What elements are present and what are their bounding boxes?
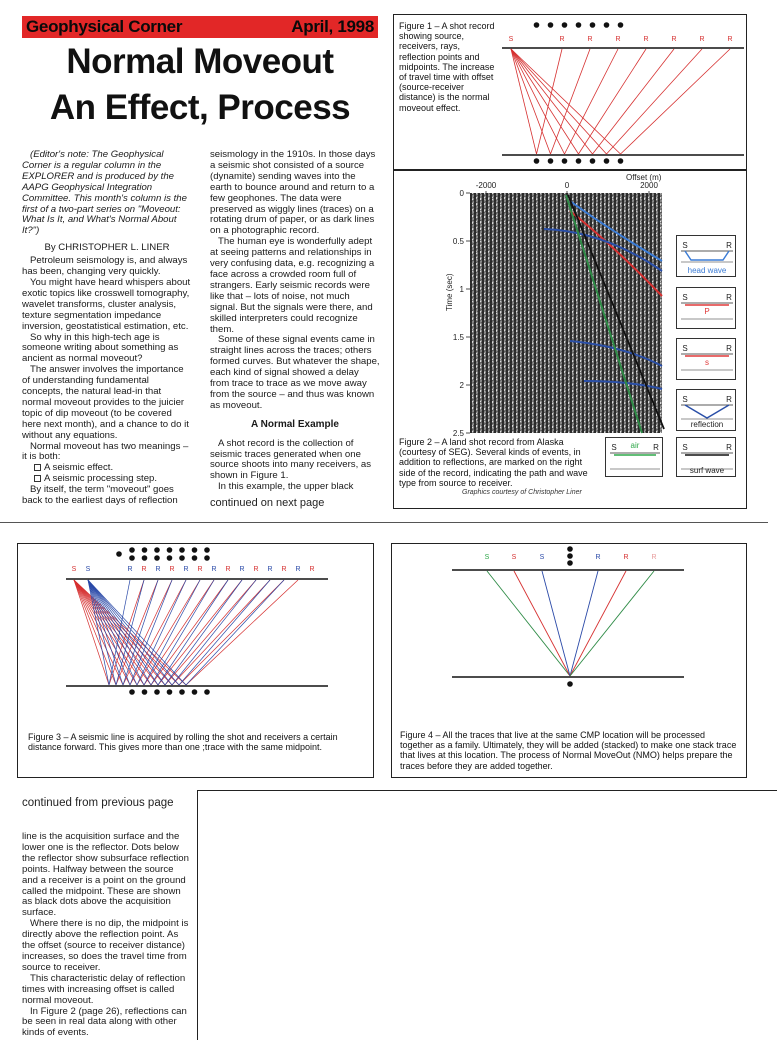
receiver-label: R [727, 36, 733, 43]
legend-ray [685, 405, 729, 418]
ray-down [511, 49, 607, 154]
ray-up [172, 580, 270, 685]
ray-up [565, 49, 619, 154]
reflection-point [204, 689, 210, 695]
receiver-label: R [169, 566, 175, 573]
legend-s [676, 338, 736, 380]
midpoint-dot [154, 555, 160, 561]
receiver-label: R [309, 566, 315, 573]
ray-up [579, 49, 647, 154]
midpoint-dot [567, 560, 573, 566]
figure-3-diagram [18, 544, 375, 724]
subheading: A Normal Example [251, 418, 339, 430]
paragraph: The human eye is wonderfully adept at seeing patterns and relationships in very confusing data, e.g. recognizing a face across a crowded room full of strangers. Early seismic records were like that – lots of noise, not much signal. But the signals were there, and skilled interpreters could recognize them. [210, 236, 375, 335]
midpoint-dot [604, 22, 610, 28]
reflection-point [567, 681, 573, 687]
ray-down [511, 49, 593, 154]
continued-next-link[interactable]: continued on next page [210, 497, 325, 509]
ray-down [511, 49, 565, 154]
y-tick-label: 0.5 [452, 237, 464, 246]
receiver-label: R [595, 554, 601, 561]
reflection-point [142, 689, 148, 695]
midpoint-dot [204, 547, 210, 553]
paragraph: seismology in the 1910s. In those days a seismic shot consisted of a source (dynamite) sending waves into the earth to bounce around and return to a few geophones. The data were preserved as wiggly lines (traces) on a rotating drum of paper, or as dark lines on a photographic record. [210, 149, 376, 237]
receiver-label: R [253, 566, 259, 573]
source-label: S [484, 554, 490, 561]
checkbox-icon [34, 464, 41, 471]
y-tick-label: 1 [459, 285, 464, 294]
receiver-label: R [267, 566, 273, 573]
paragraph: By itself, the term "moveout" goes back to the earliest days of reflection [22, 484, 178, 507]
receiver-label: R [643, 36, 649, 43]
paragraph: line is the acquisition surface and the lower one is the reflector. Dots below the reflector show subsurface reflection points. Halfway between the source and a receiver is a point on the ground called the midpoint. These are shown as black dots above the acquisition surface. [22, 831, 189, 919]
ray-down [514, 571, 570, 676]
legend-label: s [705, 358, 709, 367]
y-tick-label: 2.5 [452, 429, 464, 438]
reflection-point [618, 158, 624, 164]
midpoint-dot [618, 22, 624, 28]
receiver-label: R [559, 36, 565, 43]
reflection-point [604, 158, 610, 164]
legend-receiver-label: R [726, 293, 732, 302]
reflection-point [590, 158, 596, 164]
legend-reflection [676, 389, 736, 431]
legend-label: surf wave [689, 466, 725, 475]
ray-down [511, 49, 621, 154]
legend-source-label: S [682, 241, 688, 250]
checkbox-icon [34, 475, 41, 482]
y-tick-label: 1.5 [452, 333, 464, 342]
legend-receiver-label: R [726, 241, 732, 250]
legend-source-label: S [682, 395, 688, 404]
receiver-label: R [197, 566, 203, 573]
ray-up [179, 580, 284, 685]
source-label: S [539, 554, 545, 561]
ray-down [88, 580, 186, 685]
legend-P [676, 287, 736, 329]
midpoint-dot [562, 22, 568, 28]
ray-up [186, 580, 284, 685]
legend-label: P [704, 307, 710, 316]
legend-label: air [630, 441, 640, 450]
editors-note: (Editor's note: The Geophysical Corner is a regular column in the EXPLORER and is produced by the AAPG Geophysical Integration Committee. This month's column is the first of a two-part series on "Moveout: What Is It, and What's Normal About It?") [22, 149, 187, 237]
legend-label: head wave [687, 266, 727, 275]
legend-source-label: S [682, 293, 688, 302]
legend-receiver-label: R [653, 443, 659, 452]
byline: By CHRISTOPHER L. LINER [44, 242, 170, 254]
figure-3 [17, 543, 374, 778]
ray-up [621, 49, 731, 154]
reflection-point [576, 158, 582, 164]
legend-source-label: S [682, 443, 688, 452]
reflection-point [167, 689, 173, 695]
receiver-label: R [699, 36, 705, 43]
ray-up [151, 580, 228, 685]
reflection-point [179, 689, 185, 695]
ray-down [542, 571, 570, 676]
midpoint-dot [576, 22, 582, 28]
receiver-label: R [623, 554, 629, 561]
midpoint-dot [167, 555, 173, 561]
source-label: S [85, 566, 91, 573]
receiver-label: R [651, 554, 657, 561]
midpoint-dot [154, 547, 160, 553]
legend-receiver-label: R [726, 395, 732, 404]
paragraph: Where there is no dip, the midpoint is directly above the reflection point. As the offset (source to receiver distance) increases, so does the travel time from source to receiver. [22, 918, 189, 973]
x-axis-title: Offset (m) [626, 173, 662, 182]
legend-head-wave [676, 235, 736, 277]
figure-4-diagram [392, 544, 748, 724]
paragraph: So why in this high-tech age is someone writing about something as ancient as normal moveout? [22, 331, 179, 365]
paragraph: Normal moveout has two meanings – it is both: [22, 440, 189, 463]
figure-credit: Graphics courtesy of Christopher Liner [462, 489, 582, 496]
issue-date: April, 1998 [291, 17, 374, 36]
figure-2-caption: Figure 2 – A land shot record from Alaska (courtesy of SEG). Several kinds of events, in addition to reflections, are marked on the right side of the record, indicating the path and wave type from source to receiver. [399, 437, 588, 488]
legend-label: reflection [690, 420, 724, 429]
midpoint-dot [167, 547, 173, 553]
source-label: S [511, 554, 517, 561]
receiver-label: R [615, 36, 621, 43]
figure-4 [391, 543, 747, 778]
continued-prev-link[interactable]: continued from previous page [22, 797, 174, 809]
y-axis-title: Time (sec) [445, 273, 454, 311]
receiver-label: R [141, 566, 147, 573]
empty-panel [197, 790, 777, 1040]
section-name: Geophysical Corner [26, 17, 183, 36]
paragraph: Some of these signal events came in straight lines across the traces; others formed curves. But whatever the shape, each kind of signal showed a delay from trace to trace as we move away from the source – and thus was known as moveout. [210, 334, 380, 411]
legend-surf-wave [676, 437, 736, 477]
receiver-label: R [671, 36, 677, 43]
midpoint-dot [534, 22, 540, 28]
midpoint-dot [192, 555, 198, 561]
receiver-label: R [155, 566, 161, 573]
y-tick-label: 2 [459, 381, 464, 390]
article-column-1 [22, 150, 192, 507]
ray-up [172, 580, 256, 685]
ray-down [88, 580, 151, 685]
source-label: S [508, 36, 514, 43]
receiver-label: R [211, 566, 217, 573]
figure-1-caption: Figure 1 – A shot record showing source, receivers, rays, reflection points and midpoints. The increase of travel time with offset (source-receiver distance) is the normal moveout effect. [399, 21, 495, 113]
source-label: S [71, 566, 77, 573]
receiver-label: R [281, 566, 287, 573]
article-column-3 [22, 832, 192, 1039]
ray-up [151, 580, 214, 685]
legend-source-label: S [682, 344, 688, 353]
figure-2 [393, 170, 747, 509]
ray-down [511, 49, 537, 154]
article-title-line2: An Effect, Process [49, 88, 351, 127]
midpoint-dot [116, 551, 122, 557]
midpoint-dot [129, 555, 135, 561]
ray-down [88, 580, 130, 685]
legend-ray [685, 251, 729, 260]
reflection-point [548, 158, 554, 164]
legend-source-label: S [611, 443, 617, 452]
legend-receiver-label: R [726, 344, 732, 353]
midpoint-dot [142, 547, 148, 553]
ray-up [570, 571, 598, 676]
y-tick-label: 0 [459, 189, 464, 198]
page-divider [0, 522, 768, 523]
x-tick-label: -2000 [475, 181, 497, 190]
receiver-label: R [239, 566, 245, 573]
figure-1 [393, 14, 747, 170]
article-column-2 [210, 150, 380, 493]
paragraph: This characteristic delay of reflection times with increasing offset is called normal moveout. [22, 972, 186, 1006]
ray-up [607, 49, 703, 154]
header-bar [22, 16, 378, 38]
ray-up [537, 49, 563, 154]
reflection-point [534, 158, 540, 164]
ray-up [570, 571, 654, 676]
legend-receiver-label: R [726, 443, 732, 452]
ray-down [487, 571, 570, 676]
midpoint-dot [142, 555, 148, 561]
checklist-item: A seismic processing step. [22, 474, 192, 485]
reflection-point [192, 689, 198, 695]
paragraph: In Figure 2 (page 26), reflections can be seen in real data along with other kinds of events. [22, 1005, 187, 1039]
reflection-point [562, 158, 568, 164]
reflection-point [154, 689, 160, 695]
paragraph: Petroleum seismology is, and always has been, changing very quickly. [22, 255, 188, 278]
paragraph: In this example, the upper black [218, 481, 354, 493]
midpoint-dot [129, 547, 135, 553]
receiver-label: R [295, 566, 301, 573]
figure-1-diagram [394, 15, 748, 171]
midpoint-dot [548, 22, 554, 28]
figure-3-caption: Figure 3 – A seismic line is acquired by rolling the shot and receivers a certain distance forward. This gives more than one ;trace with the same midpoint. [28, 732, 338, 753]
figure-4-caption: Figure 4 – All the traces that live at the same CMP location will be processed together as a family. Ultimately, they will be added (stacked) to make one stack trace that lives at this location. The process of Normal MoveOut (NMO) helps prepare the traces before they are added together. [400, 730, 737, 771]
ray-up [158, 580, 242, 685]
ray-up [570, 571, 626, 676]
x-tick-label: 0 [564, 181, 570, 190]
midpoint-dot [590, 22, 596, 28]
receiver-label: R [587, 36, 593, 43]
x-tick-label: 2000 [640, 181, 658, 190]
legend-air [605, 437, 663, 477]
receiver-label: R [183, 566, 189, 573]
midpoint-dot [567, 553, 573, 559]
midpoint-dot [179, 555, 185, 561]
ray-up [593, 49, 675, 154]
midpoint-dot [567, 546, 573, 552]
article-title-line1: Normal Moveout [66, 42, 334, 81]
midpoint-dot [179, 547, 185, 553]
midpoint-dot [192, 547, 198, 553]
paragraph: You might have heard whispers about exotic topics like crosswell tomography, wavelet transforms, cluster analysis, texture segmentation impedance inversion, geostatistical estimation, etc. [22, 276, 191, 332]
checklist-item: A seismic effect. [22, 463, 192, 474]
reflection-point [129, 689, 135, 695]
receiver-label: R [127, 566, 133, 573]
receiver-label: R [225, 566, 231, 573]
paragraph: A shot record is the collection of seismic traces generated when one source shoots into many receivers, as shown in Figure 1. [210, 437, 372, 482]
paragraph: The answer involves the importance of understanding fundamental concepts, the natural lead-in that normal moveout provides to the juicier topic of dip moveout (to be covered here next month), and a chance to do it without any equations. [22, 364, 189, 441]
midpoint-dot [204, 555, 210, 561]
